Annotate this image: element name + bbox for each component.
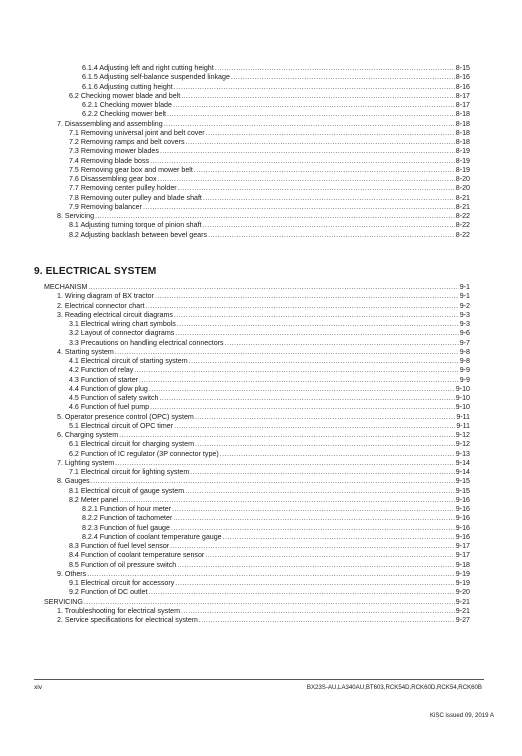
toc-entry-page: 9-2 bbox=[459, 301, 470, 310]
toc-entry-page: 9-16 bbox=[455, 532, 470, 541]
toc-entry-title: 4.2 Function of relay bbox=[69, 366, 134, 375]
toc-entry-page: 9-10 bbox=[455, 384, 470, 393]
toc-entry[interactable] bbox=[0, 83, 522, 92]
toc-entry[interactable] bbox=[0, 231, 522, 240]
toc-entry[interactable] bbox=[0, 561, 522, 570]
toc-entry-title: 7.1 Electrical circuit for lighting system bbox=[69, 468, 190, 476]
dot-leader bbox=[174, 83, 455, 92]
toc-entry[interactable] bbox=[0, 468, 522, 477]
toc-entry-title: 6.1.6 Adjusting cutting height bbox=[82, 82, 173, 91]
toc-entry-page: 9-16 bbox=[455, 495, 470, 504]
toc-entry-page: 9-8 bbox=[459, 357, 470, 365]
dot-leader bbox=[220, 450, 455, 459]
toc-entry[interactable] bbox=[0, 588, 522, 597]
toc-entry[interactable] bbox=[0, 376, 522, 385]
toc-entry-page: 9-15 bbox=[455, 477, 470, 486]
toc-entry-page: 9-16 bbox=[455, 523, 470, 532]
toc-entry-page: 9-10 bbox=[455, 394, 470, 402]
toc-entry-page: 9-19 bbox=[455, 569, 470, 578]
dot-leader bbox=[91, 477, 455, 486]
toc-entry-page: 8-20 bbox=[455, 175, 470, 183]
toc-entry-page: 9-1 bbox=[459, 292, 470, 301]
toc-entry-page: 9-9 bbox=[459, 375, 470, 384]
toc-entry-page: 9-9 bbox=[459, 366, 470, 375]
toc-list-top bbox=[0, 64, 522, 240]
toc-entry-title: 8. Gauges bbox=[57, 477, 90, 486]
toc-entry-page: 8-21 bbox=[455, 202, 470, 211]
toc-entry-title: 6.1.5 Adjusting self-balance suspended linkage bbox=[82, 73, 230, 82]
toc-entry[interactable] bbox=[0, 440, 522, 449]
toc-entry-page: 8-20 bbox=[455, 184, 470, 193]
toc-entry[interactable] bbox=[0, 120, 522, 129]
toc-entry[interactable] bbox=[0, 496, 522, 505]
toc-entry[interactable] bbox=[0, 459, 522, 468]
toc-entry[interactable] bbox=[0, 184, 522, 193]
toc-entry[interactable] bbox=[0, 110, 522, 119]
toc-entry[interactable] bbox=[0, 64, 522, 73]
toc-entry-page: 9-3 bbox=[459, 310, 470, 319]
toc-entry[interactable] bbox=[0, 175, 522, 184]
toc-entry-title: 6.2.1 Checking mower blade bbox=[82, 101, 172, 109]
toc-entry-page: 9-13 bbox=[455, 449, 470, 458]
toc-entry[interactable] bbox=[0, 394, 522, 403]
toc-entry[interactable] bbox=[0, 385, 522, 394]
toc-entry-page: 9-21 bbox=[455, 597, 470, 606]
toc-entry-page: 9-7 bbox=[459, 338, 470, 347]
dot-leader bbox=[231, 73, 455, 82]
dot-leader bbox=[87, 570, 455, 579]
toc-entry-title: 3.3 Precautions on handling electrical connectors bbox=[69, 338, 224, 347]
toc-entry-title: 7.5 Removing gear box and mower belt bbox=[69, 165, 193, 174]
dot-leader bbox=[158, 175, 455, 184]
dot-leader bbox=[190, 468, 455, 477]
toc-entry-title: 8. Servicing bbox=[57, 212, 95, 220]
toc-entry-title: 4.5 Function of safety switch bbox=[69, 394, 159, 402]
toc-entry-page: 8-16 bbox=[455, 82, 470, 91]
dot-leader bbox=[177, 561, 455, 570]
toc-entry-page: 8-19 bbox=[455, 165, 470, 174]
toc-entry-title: 7.1 Removing universal joint and belt cover bbox=[69, 128, 205, 137]
dot-leader bbox=[115, 459, 455, 468]
footer-page-number: xiv bbox=[34, 684, 43, 691]
dot-leader bbox=[95, 212, 455, 221]
toc-entry-title: 5. Operator presence control (OPC) system bbox=[57, 412, 194, 421]
toc-entry-page: 8-16 bbox=[455, 73, 470, 82]
toc-entry-page: 9-11 bbox=[456, 412, 470, 421]
dot-leader bbox=[175, 579, 455, 588]
toc-entry-title: 8.2.3 Function of fuel gauge bbox=[82, 523, 170, 532]
toc-entry[interactable] bbox=[0, 598, 522, 607]
toc-entry[interactable] bbox=[0, 422, 522, 431]
toc-entry-title: 4.6 Function of fuel pump bbox=[69, 403, 150, 412]
toc-entry-title: 1. Wiring diagram of BX tractor bbox=[57, 292, 154, 301]
dot-leader bbox=[143, 203, 455, 212]
toc-entry-page: 8-22 bbox=[455, 221, 470, 230]
toc-entry-title: MECHANISM bbox=[44, 283, 88, 291]
toc-entry-title: 7.6 Disassembling gear box bbox=[69, 175, 157, 183]
dot-leader bbox=[171, 524, 455, 533]
footer-models: BX23S-AU,LA340AU,BT603,RCK54D,RCK60D,RCK54,RCK60B bbox=[306, 684, 482, 691]
toc-list-electrical bbox=[0, 283, 522, 625]
toc-entry[interactable] bbox=[0, 212, 522, 221]
toc-entry-page: 8-22 bbox=[455, 212, 470, 220]
toc-entry[interactable] bbox=[0, 366, 522, 375]
toc-entry-page: 9-8 bbox=[459, 347, 470, 356]
toc-entry[interactable] bbox=[0, 292, 522, 301]
toc-entry[interactable] bbox=[0, 607, 522, 616]
dot-leader bbox=[160, 394, 455, 403]
toc-entry-title: 7.2 Removing ramps and belt covers bbox=[69, 138, 185, 146]
toc-entry[interactable] bbox=[0, 329, 522, 338]
dot-leader bbox=[170, 542, 455, 551]
toc-entry-title: 6.2 Checking mower blade and belt bbox=[69, 91, 181, 100]
toc-entry-title: 4.1 Electrical circuit of starting system bbox=[69, 357, 188, 365]
dot-leader bbox=[119, 431, 455, 440]
dot-leader bbox=[203, 194, 455, 203]
toc-entry[interactable] bbox=[0, 101, 522, 110]
toc-entry-title: 8.2 Adjusting backlash between bevel gears bbox=[69, 230, 208, 239]
toc-entry[interactable] bbox=[0, 320, 522, 329]
dot-leader bbox=[195, 440, 455, 449]
dot-leader bbox=[181, 607, 455, 616]
toc-entry-page: 8-21 bbox=[455, 193, 470, 202]
toc-entry-page: 9-6 bbox=[459, 329, 470, 338]
toc-entry[interactable] bbox=[0, 73, 522, 82]
toc-entry-page: 9-18 bbox=[455, 560, 470, 569]
toc-entry[interactable] bbox=[0, 514, 522, 523]
toc-entry-page: 9-27 bbox=[455, 616, 470, 624]
toc-entry-title: 6.1.4 Adjusting left and right cutting height bbox=[82, 64, 214, 72]
toc-entry[interactable] bbox=[0, 524, 522, 533]
dot-leader bbox=[167, 110, 455, 119]
toc-entry[interactable] bbox=[0, 533, 522, 542]
toc-entry-title: 2. Service specifications for electrical system bbox=[57, 616, 198, 624]
dot-leader bbox=[88, 283, 458, 292]
toc-entry[interactable] bbox=[0, 283, 522, 292]
toc-entry-title: 9. Others bbox=[57, 569, 87, 578]
toc-entry-title: 8.2.2 Function of tachometer bbox=[82, 514, 173, 523]
toc-entry-page: 8-15 bbox=[455, 64, 470, 72]
toc-entry-title: SERVICING bbox=[44, 597, 83, 606]
toc-entry[interactable] bbox=[0, 147, 522, 156]
toc-entry-page: 8-17 bbox=[455, 101, 470, 109]
toc-entry-page: 9-11 bbox=[456, 421, 470, 430]
toc-entry-page: 8-18 bbox=[455, 138, 470, 146]
footer-divider bbox=[34, 679, 484, 680]
toc-entry-title: 3.1 Electrical wiring chart symbols bbox=[69, 320, 176, 328]
toc-entry-title: 7.7 Removing center pulley holder bbox=[69, 184, 177, 193]
toc-entry-page: 9-12 bbox=[455, 440, 470, 449]
toc-entry-title: 7.3 Removing mower blades bbox=[69, 147, 159, 156]
dot-leader bbox=[146, 302, 459, 311]
toc-entry-page: 8-22 bbox=[455, 230, 470, 239]
toc-entry[interactable] bbox=[0, 505, 522, 514]
toc-entry-title: 5.1 Electrical circuit of OPC timer bbox=[69, 421, 174, 430]
toc-entry[interactable] bbox=[0, 92, 522, 101]
toc-entry[interactable] bbox=[0, 357, 522, 366]
dot-leader bbox=[134, 366, 458, 375]
toc-entry-title: 8.4 Function of coolant temperature sensor bbox=[69, 551, 205, 560]
dot-leader bbox=[199, 616, 455, 625]
dot-leader bbox=[173, 514, 454, 523]
dot-leader bbox=[84, 598, 455, 607]
toc-entry[interactable] bbox=[0, 157, 522, 166]
toc-entry[interactable] bbox=[0, 138, 522, 147]
dot-leader bbox=[173, 101, 455, 110]
toc-entry[interactable] bbox=[0, 403, 522, 412]
toc-entry-title: 8.1 Adjusting turning torque of pinion shaft bbox=[69, 221, 202, 230]
toc-entry-page: 9-10 bbox=[455, 403, 470, 412]
dot-leader bbox=[208, 231, 455, 240]
toc-entry[interactable] bbox=[0, 166, 522, 175]
toc-entry-page: 9-1 bbox=[459, 283, 470, 291]
dot-leader bbox=[139, 376, 459, 385]
dot-leader bbox=[119, 496, 455, 505]
issued-stamp: KiSC issued 09, 2019 A bbox=[429, 712, 494, 719]
toc-entry[interactable] bbox=[0, 579, 522, 588]
toc-entry-title: 2. Electrical connector chart bbox=[57, 301, 145, 310]
toc-entry-page: 8-18 bbox=[455, 119, 470, 128]
section-title: 9. ELECTRICAL SYSTEM bbox=[34, 266, 157, 277]
dot-leader bbox=[155, 292, 459, 301]
toc-entry-title: 3. Reading electrical circuit diagrams bbox=[57, 310, 173, 319]
toc-entry-page: 8-17 bbox=[455, 91, 470, 100]
toc-entry[interactable] bbox=[0, 221, 522, 230]
toc-entry-title: 7.8 Removing outer pulley and blade shaft bbox=[69, 193, 202, 202]
toc-entry-page: 9-17 bbox=[455, 542, 470, 550]
dot-leader bbox=[174, 422, 455, 431]
dot-leader bbox=[177, 320, 459, 329]
dot-leader bbox=[149, 385, 455, 394]
toc-entry-title: 1. Troubleshooting for electrical system bbox=[57, 606, 181, 615]
toc-entry-title: 7.9 Removing balancer bbox=[69, 202, 142, 211]
toc-entry[interactable] bbox=[0, 431, 522, 440]
toc-entry-page: 9-16 bbox=[455, 505, 470, 513]
toc-entry-title: 8.1 Electrical circuit of gauge system bbox=[69, 486, 185, 495]
toc-entry[interactable] bbox=[0, 570, 522, 579]
toc-entry-title: 4.4 Function of glow plug bbox=[69, 384, 148, 393]
toc-entry-title: 9.1 Electrical circuit for accessory bbox=[69, 579, 175, 587]
toc-entry-page: 8-19 bbox=[455, 147, 470, 156]
dot-leader bbox=[148, 588, 454, 597]
toc-entry[interactable] bbox=[0, 311, 522, 320]
toc-entry[interactable] bbox=[0, 542, 522, 551]
toc-entry-page: 9-3 bbox=[459, 320, 470, 328]
dot-leader bbox=[164, 120, 455, 129]
toc-entry-title: 8.2.1 Function of hour meter bbox=[82, 505, 172, 513]
toc-entry-title: 6.2 Function of IC regulator (3P connector type) bbox=[69, 449, 219, 458]
toc-entry-title: 6.1 Electrical circuit for charging system bbox=[69, 440, 194, 449]
toc-entry-title: 6. Charging system bbox=[57, 431, 119, 439]
toc-entry[interactable] bbox=[0, 203, 522, 212]
toc-entry-title: 8.5 Function of oil pressure switch bbox=[69, 560, 177, 569]
toc-entry-page: 8-19 bbox=[455, 156, 470, 165]
toc-entry-page: 9-12 bbox=[455, 431, 470, 439]
toc-entry-page: 8-18 bbox=[455, 110, 470, 119]
dot-leader bbox=[223, 533, 455, 542]
toc-entry[interactable] bbox=[0, 302, 522, 311]
toc-entry-page: 9-14 bbox=[455, 458, 470, 467]
dot-leader bbox=[205, 551, 455, 560]
toc-entry-page: 9-21 bbox=[455, 606, 470, 615]
dot-leader bbox=[215, 64, 455, 73]
toc-entry-page: 9-20 bbox=[455, 588, 470, 597]
toc-entry[interactable] bbox=[0, 450, 522, 459]
toc-entry[interactable] bbox=[0, 477, 522, 486]
dot-leader bbox=[203, 221, 455, 230]
toc-entry[interactable] bbox=[0, 487, 522, 496]
toc-entry-title: 7.4 Removing blade boss bbox=[69, 156, 150, 165]
toc-entry-title: 7. Disassembling and assembling bbox=[57, 119, 163, 128]
toc-entry-title: 3.2 Layout of connector diagrams bbox=[69, 329, 175, 338]
toc-entry-page: 8-18 bbox=[455, 128, 470, 137]
dot-leader bbox=[174, 311, 459, 320]
dot-leader bbox=[194, 166, 455, 175]
toc-entry[interactable] bbox=[0, 129, 522, 138]
toc-entry[interactable] bbox=[0, 339, 522, 348]
toc-entry-page: 9-17 bbox=[455, 551, 470, 560]
toc-entry-title: 8.2 Meter panel bbox=[69, 495, 119, 504]
dot-leader bbox=[150, 157, 455, 166]
dot-leader bbox=[195, 413, 456, 422]
dot-leader bbox=[178, 184, 455, 193]
dot-leader bbox=[150, 403, 455, 412]
dot-leader bbox=[189, 357, 459, 366]
toc-entry-title: 6.2.2 Checking mower belt bbox=[82, 110, 166, 119]
toc-entry-title: 8.3 Function of fuel level sensor bbox=[69, 542, 170, 550]
toc-entry-title: 4. Starting system bbox=[57, 347, 114, 356]
toc-entry[interactable] bbox=[0, 413, 522, 422]
toc-entry[interactable] bbox=[0, 348, 522, 357]
dot-leader bbox=[160, 147, 455, 156]
toc-entry-title: 4.3 Function of starter bbox=[69, 375, 139, 384]
toc-entry-title: 7. Lighting system bbox=[57, 458, 115, 467]
dot-leader bbox=[206, 129, 455, 138]
dot-leader bbox=[181, 92, 455, 101]
toc-entry[interactable] bbox=[0, 616, 522, 625]
toc-entry[interactable] bbox=[0, 551, 522, 560]
dot-leader bbox=[225, 339, 459, 348]
dot-leader bbox=[185, 487, 455, 496]
toc-entry[interactable] bbox=[0, 194, 522, 203]
toc-entry-page: 9-15 bbox=[455, 486, 470, 495]
toc-entry-page: 9-16 bbox=[455, 514, 470, 523]
toc-entry-page: 9-19 bbox=[455, 579, 470, 587]
dot-leader bbox=[172, 505, 455, 514]
dot-leader bbox=[175, 329, 458, 338]
toc-entry-page: 9-14 bbox=[455, 468, 470, 476]
dot-leader bbox=[186, 138, 455, 147]
toc-entry-title: 8.2.4 Function of coolant temperature gauge bbox=[82, 532, 222, 541]
toc-entry-title: 9.2 Function of DC outlet bbox=[69, 588, 148, 597]
dot-leader bbox=[115, 348, 459, 357]
